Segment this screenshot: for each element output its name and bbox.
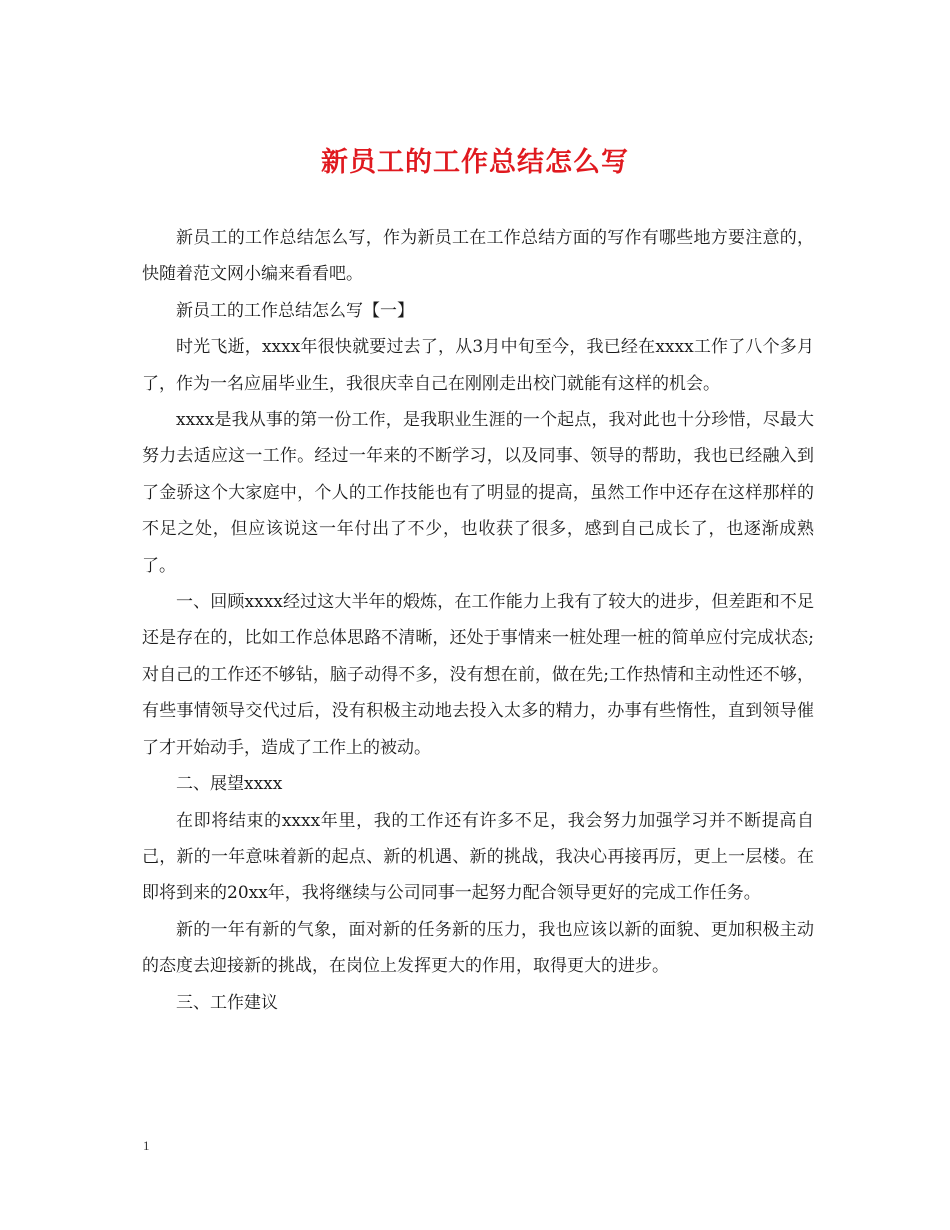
section-heading-outlook: 二、展望xxxx (176, 774, 283, 795)
page-title: 新员工的工作总结怎么写 (321, 147, 629, 178)
paragraph-intro: 新员工的工作总结怎么写，作为新员工在工作总结方面的写作有哪些地方要注意的，快随着范文网小编来看看吧。 (142, 228, 814, 285)
paragraph-first-job: xxxx是我从事的第一份工作，是我职业生涯的一个起点，我对此也十分珍惜，尽最大努力去适应这一工作。经过一年来的不断学习，以及同事、领导的帮助，我也已经融入到了金骄这个大家庭中，个人的工作技能也有了明显的提高，虽然工作中还存在这样那样的不足之处，但应该说这一年付出了不少，也收获了很多，感到自己成长了，也逐渐成熟了。 (142, 410, 814, 576)
page-number: 1 (143, 1138, 150, 1153)
paragraph-new-year: 新的一年有新的气象，面对新的任务新的压力，我也应该以新的面貌、更加积极主动的态度去迎接新的挑战，在岗位上发挥更大的作用，取得更大的进步。 (142, 919, 814, 977)
document-body (142, 220, 814, 1021)
paragraph-time-flies: 时光飞逝，xxxx年很快就要过去了，从3月中旬至今，我已经在xxxx工作了八个多月了，作为一名应届毕业生，我很庆幸自己在刚刚走出校门就能有这样的机会。 (142, 337, 814, 394)
section-heading-suggestions: 三、工作建议 (176, 992, 278, 1013)
paragraph-review: 一、回顾xxxx经过这大半年的煅炼，在工作能力上我有了较大的进步，但差距和不足还是存在的，比如工作总体思路不清晰，还处于事情来一桩处理一桩的简单应付完成状态;对自己的工作还不够钻，脑子动得不多，没有想在前，做在先;工作热情和主动性还不够，有些事情领导交代过后，没有积极主动地去投入太多的精力，办事有些惰性，直到领导催了才开始动手，造成了工作上的被动。 (142, 592, 814, 758)
section-heading-one: 新员工的工作总结怎么写【一】 (176, 300, 414, 321)
paragraph-outlook: 在即将结束的xxxx年里，我的工作还有许多不足，我会努力加强学习并不断提高自己，新的一年意味着新的起点、新的机遇、新的挑战，我决心再接再厉，更上一层楼。在即将到来的20xx年，我将继续与公司同事一起努力配合领导更好的完成工作任务。 (142, 810, 814, 904)
